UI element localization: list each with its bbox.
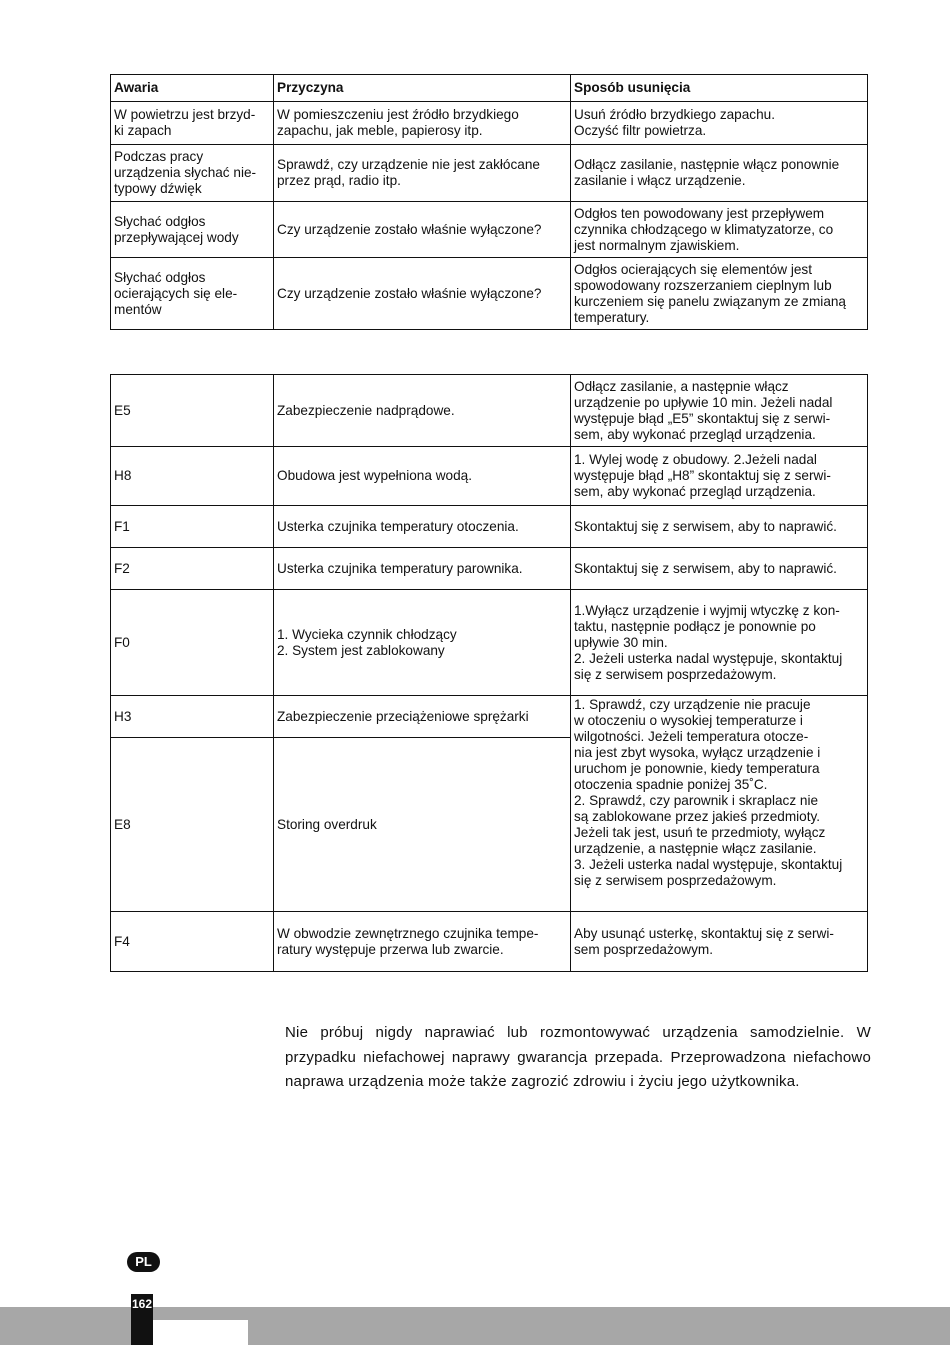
- solution-cell: 1. Sprawdź, czy urządzenie nie pracuje w otoczeniu o wysokiej temperaturze i wilgotności. Jeżeli temperatura otocze- nia jest zbyt wysoka, wyłącz urządzenie i uruchom je ponownie, kiedy temperatura otoczenia spadnie poniżej 35˚C. 2. Sprawdź, czy parownik i skraplacz nie są zablokowane przez jakieś przedmioty. Jeżeli tak jest, usuń te przedmioty, wyłącz urządzenie, a następnie włącz zasilanie. 3. Jeżeli usterka nadal występuje, skontaktuj się z serwisem posprzedażowym.: [571, 696, 868, 912]
- cause-cell: Usterka czujnika temperatury otoczenia.: [274, 506, 571, 548]
- error-codes-table: [110, 374, 868, 972]
- error-code-cell: F4: [111, 912, 274, 972]
- column-header-cause: Przyczyna: [274, 75, 571, 102]
- cause-cell: Czy urządzenie zostało właśnie wyłączone?: [274, 258, 571, 330]
- cause-cell: W pomieszczeniu jest źródło brzydkiego zapachu, jak meble, papierosy itp.: [274, 102, 571, 145]
- cause-cell: W obwodzie zewnętrznego czujnika tempe- ratury występuje przerwa lub zwarcie.: [274, 912, 571, 972]
- table-row: [111, 696, 868, 738]
- solution-cell: 1.Wyłącz urządzenie i wyjmij wtyczkę z kon- taktu, następnie podłącz je ponownie po upływie 30 min. 2. Jeżeli usterka nadal występuje, skontaktuj się z serwisem posprzedażowym.: [571, 590, 868, 696]
- fault-cell: Słychać odgłos ocierających się ele- mentów: [111, 258, 274, 330]
- table-row: [111, 145, 868, 202]
- error-code-cell: F1: [111, 506, 274, 548]
- cause-cell: Storing overdruk: [274, 738, 571, 912]
- table-row: [111, 447, 868, 506]
- fault-cell: Podczas pracy urządzenia słychać nie- typowy dźwięk: [111, 145, 274, 202]
- table-header-row: [111, 75, 868, 102]
- table-row: [111, 590, 868, 696]
- error-code-cell: E5: [111, 375, 274, 447]
- error-code-cell: F0: [111, 590, 274, 696]
- table-row: [111, 548, 868, 590]
- solution-cell: Odłącz zasilanie, następnie włącz ponownie zasilanie i włącz urządzenie.: [571, 145, 868, 202]
- solution-cell: Skontaktuj się z serwisem, aby to naprawić.: [571, 548, 868, 590]
- cause-cell: Zabezpieczenie przeciążeniowe sprężarki: [274, 696, 571, 738]
- error-code-cell: H3: [111, 696, 274, 738]
- error-code-cell: H8: [111, 447, 274, 506]
- cause-cell: 1. Wycieka czynnik chłodzący 2. System jest zablokowany: [274, 590, 571, 696]
- column-header-fault: Awaria: [111, 75, 274, 102]
- error-code-cell: E8: [111, 738, 274, 912]
- solution-cell: 1. Wylej wodę z obudowy. 2.Jeżeli nadal występuje błąd „H8” skontaktuj się z serwi- sem, aby wykonać przegląd urządzenia.: [571, 447, 868, 506]
- table-row: [111, 506, 868, 548]
- solution-cell: Usuń źródło brzydkiego zapachu. Oczyść filtr powietrza.: [571, 102, 868, 145]
- table-row: [111, 258, 868, 330]
- fault-cell: W powietrzu jest brzyd- ki zapach: [111, 102, 274, 145]
- solution-cell: Odgłos ten powodowany jest przepływem czynnika chłodzącego w klimatyzatorze, co jest normalnym zjawiskiem.: [571, 202, 868, 258]
- cause-cell: Zabezpieczenie nadprądowe.: [274, 375, 571, 447]
- solution-cell: Odłącz zasilanie, a następnie włącz urządzenie po upływie 10 min. Jeżeli nadal występuje błąd „E5” skontaktuj się z serwi- sem, aby wykonać przegląd urządzenia.: [571, 375, 868, 447]
- solution-cell: Odgłos ocierających się elementów jest spowodowany rozszerzaniem cieplnym lub kurczeniem się panelu związanym ze zmianą temperatury.: [571, 258, 868, 330]
- table-row: [111, 375, 868, 447]
- cause-cell: Obudowa jest wypełniona wodą.: [274, 447, 571, 506]
- table-row: [111, 202, 868, 258]
- page-number: 162: [131, 1294, 153, 1345]
- repair-warning-note: Nie próbuj nigdy naprawiać lub rozmontowywać urządzenia samodzielnie. W przypadku niefachowej naprawy gwarancja przepada. Przeprowadzona niefachowo naprawa urządzenia może także zagrozić zdrowiu i życiu jego użytkownika.: [285, 1024, 871, 1090]
- cause-cell: Usterka czujnika temperatury parownika.: [274, 548, 571, 590]
- column-header-solution: Sposób usunięcia: [571, 75, 868, 102]
- cause-cell: Czy urządzenie zostało właśnie wyłączone?: [274, 202, 571, 258]
- troubleshooting-table: [110, 74, 868, 330]
- error-code-cell: F2: [111, 548, 274, 590]
- footer-white-strip: [153, 1320, 248, 1345]
- language-badge: PL: [127, 1252, 160, 1272]
- fault-cell: Słychać odgłos przepływającej wody: [111, 202, 274, 258]
- cause-cell: Sprawdź, czy urządzenie nie jest zakłócane przez prąd, radio itp.: [274, 145, 571, 202]
- solution-cell: Skontaktuj się z serwisem, aby to naprawić.: [571, 506, 868, 548]
- table-row: [111, 912, 868, 972]
- table-row: [111, 102, 868, 145]
- solution-cell: Aby usunąć usterkę, skontaktuj się z serwi- sem posprzedażowym.: [571, 912, 868, 972]
